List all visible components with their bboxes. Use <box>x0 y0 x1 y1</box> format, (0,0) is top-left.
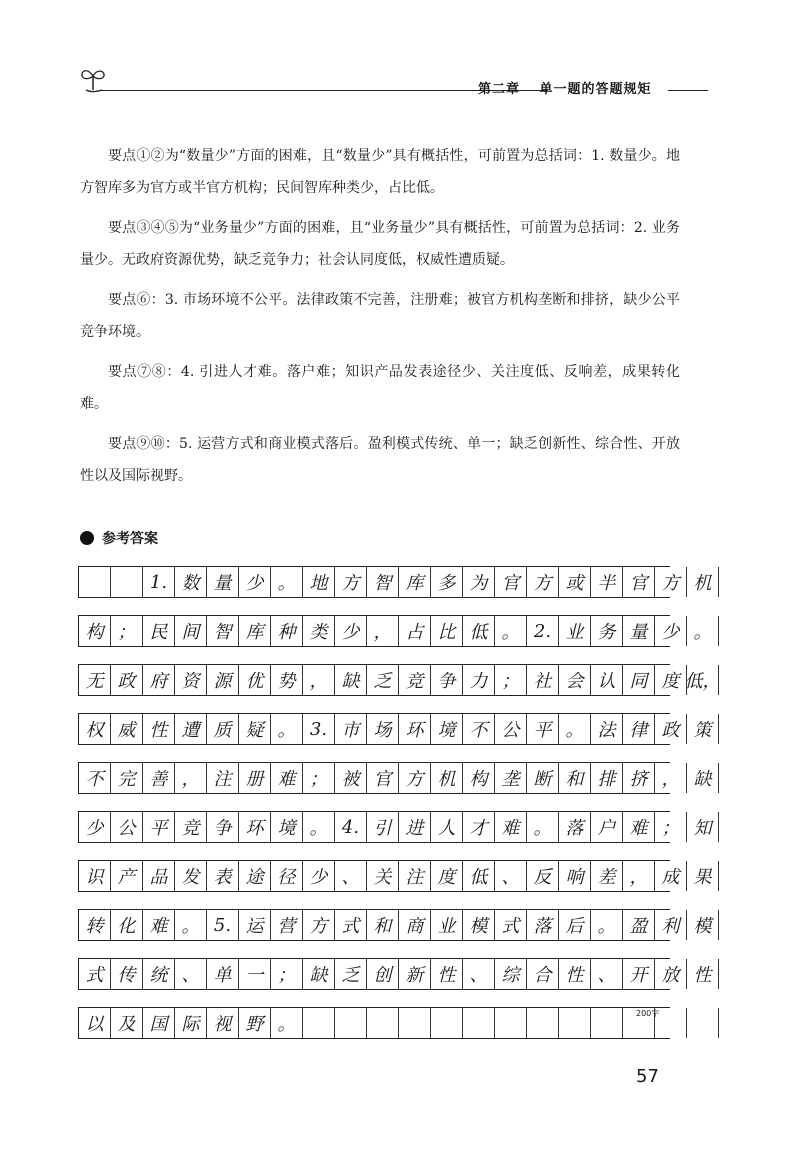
grid-cell: 多 <box>431 567 463 597</box>
grid-cell: 量 <box>623 616 655 646</box>
grid-cell: 综 <box>495 959 527 989</box>
grid-cell: 业 <box>559 616 591 646</box>
grid-cell: 社 <box>527 665 559 695</box>
grid-cell: ， <box>623 861 655 891</box>
grid-cell <box>655 1008 687 1038</box>
grid-cell: 少 <box>655 616 687 646</box>
grid-cell: 差 <box>591 861 623 891</box>
grid-cell: 类 <box>303 616 335 646</box>
grid-cell: 落 <box>559 812 591 842</box>
grid-cell: 官 <box>495 567 527 597</box>
grid-cell: 低 <box>463 616 495 646</box>
grid-cell: 权 <box>79 714 111 744</box>
grid-cell: 4. <box>335 812 367 842</box>
grid-cell: 注 <box>207 763 239 793</box>
grid-cell: 进 <box>399 812 431 842</box>
grid-cell: 种 <box>271 616 303 646</box>
grid-cell: 识 <box>79 861 111 891</box>
grid-cell: 创 <box>367 959 399 989</box>
grid-cell: 性 <box>431 959 463 989</box>
grid-cell: 资 <box>175 665 207 695</box>
grid-cell: 3. <box>303 714 335 744</box>
grid-cell: 数 <box>175 567 207 597</box>
grid-cell: 低 <box>463 861 495 891</box>
body-text <box>80 140 680 500</box>
grid-cell: 。 <box>271 1008 303 1038</box>
grid-cell: 5. <box>207 910 239 940</box>
grid-cell: 方 <box>655 567 687 597</box>
grid-cell: 少 <box>303 861 335 891</box>
grid-cell: 2. <box>527 616 559 646</box>
grid-cell: 单 <box>207 959 239 989</box>
grid-cell: 、 <box>335 861 367 891</box>
grid-cell: 开 <box>623 959 655 989</box>
grid-cell: 构 <box>79 616 111 646</box>
grid-cell: 官 <box>367 763 399 793</box>
grid-cell: 。 <box>271 714 303 744</box>
grid-cell: ； <box>655 812 687 842</box>
grid-row <box>78 1007 670 1039</box>
grid-cell: 注 <box>399 861 431 891</box>
grid-cell: 排 <box>591 763 623 793</box>
grid-cell: 市 <box>335 714 367 744</box>
grid-cell: 乏 <box>335 959 367 989</box>
grid-cell: ； <box>111 616 143 646</box>
grid-cell: 国 <box>143 1008 175 1038</box>
grid-cell: 势 <box>271 665 303 695</box>
grid-cell: 环 <box>399 714 431 744</box>
grid-cell: 挤 <box>623 763 655 793</box>
grid-cell: 、 <box>463 959 495 989</box>
grid-cell: 新 <box>399 959 431 989</box>
grid-cell: 场 <box>367 714 399 744</box>
grid-cell: 争 <box>431 665 463 695</box>
grid-cell: 转 <box>79 910 111 940</box>
grid-cell: 府 <box>143 665 175 695</box>
grid-cell: ； <box>271 959 303 989</box>
grid-cell <box>431 1008 463 1038</box>
paragraph: 要点⑨⑩：5. 运营方式和商业模式落后。盈利模式传统、单一；缺乏创新性、综合性、开放性以及国际视野。 <box>80 436 680 484</box>
grid-cell: 关 <box>367 861 399 891</box>
grid-cell: ； <box>495 665 527 695</box>
grid-row <box>78 713 712 745</box>
grid-cell: 机 <box>431 763 463 793</box>
grid-cell: 度 <box>655 665 687 695</box>
grid-row <box>78 811 712 843</box>
grid-row <box>78 566 712 598</box>
grid-cell: 比 <box>431 616 463 646</box>
grid-cell: 。 <box>495 616 527 646</box>
grid-cell: 平 <box>527 714 559 744</box>
grid-cell: 模 <box>687 910 719 940</box>
grid-cell: 方 <box>303 910 335 940</box>
grid-row <box>78 909 712 941</box>
grid-cell: 度 <box>431 861 463 891</box>
grid-cell: 果 <box>687 861 719 891</box>
grid-cell: 竞 <box>399 665 431 695</box>
grid-row <box>78 762 712 794</box>
grid-cell: 务 <box>591 616 623 646</box>
grid-cell: ， <box>175 763 207 793</box>
grid-cell: 或 <box>559 567 591 597</box>
grid-cell: 乏 <box>367 665 399 695</box>
grid-cell: 1. <box>143 567 175 597</box>
grid-cell: 库 <box>399 567 431 597</box>
grid-cell: 善 <box>143 763 175 793</box>
grid-cell: 政 <box>111 665 143 695</box>
grid-cell: 业 <box>431 910 463 940</box>
grid-cell: 疑 <box>239 714 271 744</box>
grid-cell: 才 <box>463 812 495 842</box>
grid-cell: 完 <box>111 763 143 793</box>
grid-cell: 竞 <box>175 812 207 842</box>
grid-cell: 地 <box>303 567 335 597</box>
grid-cell: 引 <box>367 812 399 842</box>
grid-cell: 。 <box>559 714 591 744</box>
grid-cell: 发 <box>175 861 207 891</box>
header-rule-right <box>668 90 708 91</box>
grid-cell: 式 <box>79 959 111 989</box>
grid-cell: 机 <box>687 567 719 597</box>
grid-cell: 断 <box>527 763 559 793</box>
grid-cell: 产 <box>111 861 143 891</box>
grid-cell: 反 <box>527 861 559 891</box>
grid-cell: 低， <box>687 665 719 695</box>
grid-cell: 落 <box>527 910 559 940</box>
grid-cell: 和 <box>367 910 399 940</box>
grid-cell: 缺 <box>303 959 335 989</box>
grid-cell: 、 <box>591 959 623 989</box>
grid-cell: 统 <box>143 959 175 989</box>
grid-cell: 径 <box>271 861 303 891</box>
word-count-label: 200字 <box>636 1009 660 1018</box>
grid-row <box>78 664 721 696</box>
grid-cell: ， <box>655 763 687 793</box>
grid-cell: 利 <box>655 910 687 940</box>
grid-cell <box>591 1008 623 1038</box>
grid-cell <box>335 1008 367 1038</box>
grid-cell: 。 <box>175 910 207 940</box>
grid-cell: 册 <box>239 763 271 793</box>
grid-cell: 视 <box>207 1008 239 1038</box>
grid-cell: 智 <box>207 616 239 646</box>
grid-cell: 式 <box>495 910 527 940</box>
paragraph: 要点③④⑤为“业务量少”方面的困难，且“业务量少”具有概括性，可前置为总括词：2. 业务量少。无政府资源优势，缺乏竞争力；社会认同度低，权威性遭质疑。 <box>80 220 680 268</box>
grid-cell: 成 <box>655 861 687 891</box>
grid-cell: 争 <box>207 812 239 842</box>
grid-cell <box>111 567 143 597</box>
grid-cell: 源 <box>207 665 239 695</box>
grid-cell: 占 <box>399 616 431 646</box>
grid-cell: 威 <box>111 714 143 744</box>
grid-cell: 和 <box>559 763 591 793</box>
bullet-icon <box>80 531 94 545</box>
header-text <box>478 78 666 97</box>
grid-cell: 际 <box>175 1008 207 1038</box>
grid-cell: 认 <box>591 665 623 695</box>
page-number: 57 <box>636 1066 659 1087</box>
grid-cell: 。 <box>271 567 303 597</box>
grid-cell: 法 <box>591 714 623 744</box>
grid-row <box>78 615 712 647</box>
grid-cell: 公 <box>495 714 527 744</box>
grid-cell: 。 <box>591 910 623 940</box>
grid-cell: 传 <box>111 959 143 989</box>
grid-cell: 境 <box>271 812 303 842</box>
grid-cell: 、 <box>495 861 527 891</box>
grid-cell: 难 <box>495 812 527 842</box>
grid-cell: 智 <box>367 567 399 597</box>
grid-cell: 垄 <box>495 763 527 793</box>
grid-cell: 境 <box>431 714 463 744</box>
grid-cell: 难 <box>143 910 175 940</box>
section-title: 参考答案 <box>102 531 158 547</box>
grid-cell: 官 <box>623 567 655 597</box>
grid-cell <box>687 1008 719 1038</box>
grid-cell: 不 <box>463 714 495 744</box>
grid-cell: 一 <box>239 959 271 989</box>
grid-cell <box>399 1008 431 1038</box>
grid-cell: 会 <box>559 665 591 695</box>
grid-cell: 。 <box>303 812 335 842</box>
grid-cell: 律 <box>623 714 655 744</box>
grid-cell: 知 <box>687 812 719 842</box>
grid-cell <box>303 1008 335 1038</box>
grid-cell: 间 <box>175 616 207 646</box>
grid-cell: 环 <box>239 812 271 842</box>
grid-cell: 。 <box>527 812 559 842</box>
grid-cell: 民 <box>143 616 175 646</box>
grid-cell: 为 <box>463 567 495 597</box>
paragraph: 要点①②为“数量少”方面的困难，且“数量少”具有概括性，可前置为总括词：1. 数量少。地方智库多为官方或半官方机构；民间智库种类少，占比低。 <box>80 148 680 196</box>
grid-cell: 营 <box>271 910 303 940</box>
grid-cell: ； <box>303 763 335 793</box>
grid-cell: 方 <box>399 763 431 793</box>
grid-cell: 品 <box>143 861 175 891</box>
grid-cell: 户 <box>591 812 623 842</box>
grid-cell: 以 <box>79 1008 111 1038</box>
grid-cell: 同 <box>623 665 655 695</box>
running-header <box>78 60 718 100</box>
grid-cell: 后 <box>559 910 591 940</box>
answer-grid <box>78 566 721 1056</box>
grid-row <box>78 860 712 892</box>
grid-cell <box>527 1008 559 1038</box>
grid-cell: 被 <box>335 763 367 793</box>
chapter-label: 第二章 <box>478 82 521 97</box>
grid-cell: 性 <box>559 959 591 989</box>
paragraph: 要点⑦⑧：4. 引进人才难。落户难；知识产品发表途径少、关注度低、反响差，成果转化难。 <box>80 364 680 412</box>
grid-cell: 库 <box>239 616 271 646</box>
grid-cell: 力 <box>463 665 495 695</box>
grid-cell: 少 <box>335 616 367 646</box>
grid-cell: 缺 <box>687 763 719 793</box>
grid-cell: 缺 <box>335 665 367 695</box>
grid-cell: 策 <box>687 714 719 744</box>
grid-cell: 量 <box>207 567 239 597</box>
paragraph: 要点⑥：3. 市场环境不公平。法律政策不完善，注册难；被官方机构垄断和排挤，缺少公平竞争环境。 <box>80 292 680 340</box>
grid-cell: 盈 <box>623 910 655 940</box>
grid-cell: 野 <box>239 1008 271 1038</box>
grid-cell: 少 <box>79 812 111 842</box>
grid-cell: 商 <box>399 910 431 940</box>
grid-cell: 化 <box>111 910 143 940</box>
grid-cell: 不 <box>79 763 111 793</box>
grid-cell: 构 <box>463 763 495 793</box>
grid-cell: 少 <box>239 567 271 597</box>
grid-cell: 、 <box>175 959 207 989</box>
grid-cell: 运 <box>239 910 271 940</box>
grid-cell: 模 <box>463 910 495 940</box>
grid-cell: 质 <box>207 714 239 744</box>
grid-cell <box>79 567 111 597</box>
grid-row <box>78 958 712 990</box>
grid-cell: 优 <box>239 665 271 695</box>
grid-cell: 合 <box>527 959 559 989</box>
grid-cell: 平 <box>143 812 175 842</box>
section-heading <box>80 528 158 548</box>
grid-cell <box>463 1008 495 1038</box>
grid-cell: 途 <box>239 861 271 891</box>
grid-cell: 半 <box>591 567 623 597</box>
grid-cell: 公 <box>111 812 143 842</box>
grid-cell: 遭 <box>175 714 207 744</box>
grid-cell: 方 <box>335 567 367 597</box>
grid-cell: 方 <box>527 567 559 597</box>
grid-cell: 无 <box>79 665 111 695</box>
grid-cell: 政 <box>655 714 687 744</box>
grid-cell: 难 <box>271 763 303 793</box>
grid-cell <box>559 1008 591 1038</box>
grid-cell: 及 <box>111 1008 143 1038</box>
grid-cell: 式 <box>335 910 367 940</box>
grid-cell: 表 <box>207 861 239 891</box>
grid-cell: ， <box>303 665 335 695</box>
grid-cell <box>367 1008 399 1038</box>
grid-cell <box>495 1008 527 1038</box>
grid-cell: 放 <box>655 959 687 989</box>
grid-cell: 性 <box>143 714 175 744</box>
grid-cell: 响 <box>559 861 591 891</box>
chapter-title: 单一题的答题规矩 <box>539 82 652 97</box>
grid-cell: ， <box>367 616 399 646</box>
grid-cell: 性 <box>687 959 719 989</box>
grid-cell: 难 <box>623 812 655 842</box>
grid-cell: 。 <box>687 616 719 646</box>
grid-cell: 人 <box>431 812 463 842</box>
